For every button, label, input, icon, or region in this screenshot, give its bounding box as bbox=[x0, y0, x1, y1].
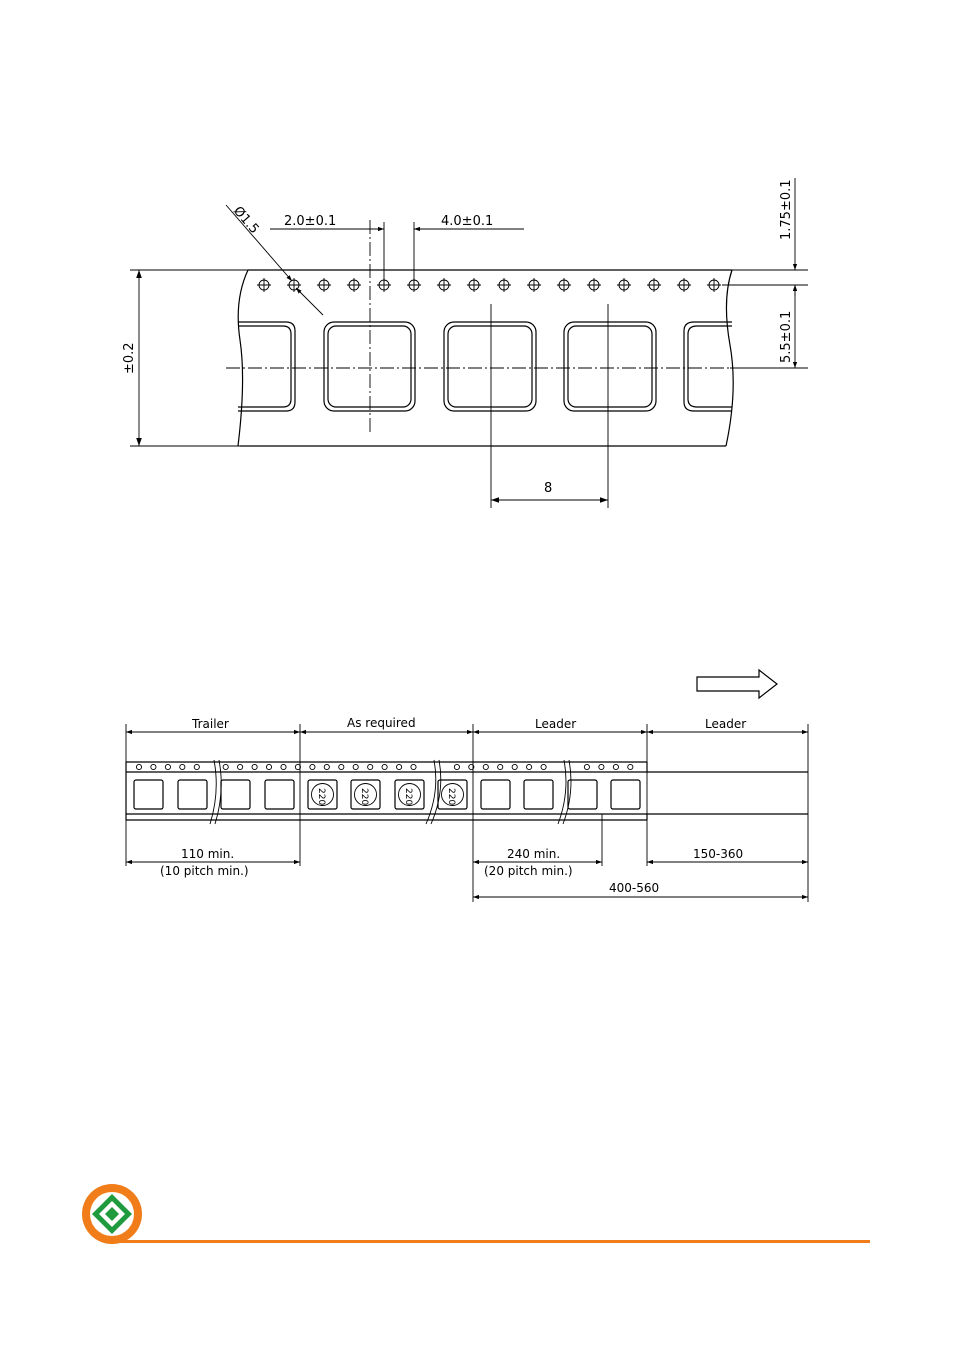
tape-sprocket-hole bbox=[266, 764, 271, 769]
tape-sprocket-hole bbox=[353, 764, 358, 769]
tape-sprocket-hole bbox=[613, 764, 618, 769]
tape-sprocket-hole bbox=[136, 764, 141, 769]
dim-edge-to-hole: 1.75±0.1 bbox=[779, 179, 794, 240]
tape-sprocket-hole bbox=[628, 764, 633, 769]
pockets bbox=[238, 322, 732, 411]
tape-sprocket-hole bbox=[223, 764, 228, 769]
tape-sprocket-hole bbox=[194, 764, 199, 769]
sprocket-hole-cross bbox=[467, 278, 481, 292]
tape-sprocket-hole bbox=[541, 764, 546, 769]
dim-hole-pitch: 4.0±0.1 bbox=[441, 214, 494, 229]
sprocket-hole-cross bbox=[347, 278, 361, 292]
tape-sprocket-hole bbox=[411, 764, 416, 769]
tape-sprocket-hole bbox=[454, 764, 459, 769]
tape-sprocket-holes bbox=[136, 764, 633, 769]
company-logo bbox=[82, 1184, 142, 1244]
footer-rule bbox=[112, 1240, 870, 1243]
tape-sprocket-hole bbox=[281, 764, 286, 769]
dim-hole-diameter: Ø1.5 bbox=[229, 203, 262, 237]
sprocket-hole-cross bbox=[587, 278, 601, 292]
tape-sprocket-hole bbox=[324, 764, 329, 769]
section-label-as-required: As required bbox=[347, 716, 416, 730]
component-marking: 220 bbox=[359, 788, 369, 806]
tape-sprocket-hole bbox=[252, 764, 257, 769]
dim-leader-length: 240 min. bbox=[507, 847, 561, 861]
tape-sprocket-hole bbox=[512, 764, 517, 769]
dim-leader-total: 400-560 bbox=[609, 881, 660, 895]
dim-leader-pitch: (20 pitch min.) bbox=[484, 864, 573, 878]
dim-tape-width-tol: ±0.2 bbox=[122, 342, 137, 374]
sprocket-hole-cross bbox=[437, 278, 451, 292]
tape-dimension-drawing bbox=[122, 178, 808, 508]
leader-trailer-drawing bbox=[126, 670, 808, 902]
sprocket-holes bbox=[257, 278, 721, 292]
tape-sprocket-hole bbox=[151, 764, 156, 769]
sprocket-hole-cross bbox=[497, 278, 511, 292]
tape-sprocket-hole bbox=[498, 764, 503, 769]
sprocket-hole-cross bbox=[677, 278, 691, 292]
sprocket-hole-cross bbox=[707, 278, 721, 292]
tape-sprocket-hole bbox=[165, 764, 170, 769]
sprocket-hole-cross bbox=[617, 278, 631, 292]
dim-pocket-pitch: 8 bbox=[544, 481, 553, 496]
section-label-trailer: Trailer bbox=[192, 717, 229, 731]
tape-sprocket-hole bbox=[339, 764, 344, 769]
dim-trailer-pitch: (10 pitch min.) bbox=[160, 864, 249, 878]
feed-direction-arrow-icon bbox=[697, 670, 777, 698]
component-marking: 220 bbox=[316, 788, 326, 806]
tape-sprocket-hole bbox=[310, 764, 315, 769]
component-marking: 220 bbox=[446, 788, 456, 806]
tape-sprocket-hole bbox=[180, 764, 185, 769]
tape-sprocket-hole bbox=[382, 764, 387, 769]
sprocket-hole-cross bbox=[527, 278, 541, 292]
sprocket-hole-cross bbox=[317, 278, 331, 292]
tape-sprocket-hole bbox=[527, 764, 532, 769]
dim-hole-to-center: 5.5±0.1 bbox=[779, 310, 794, 363]
empty-pockets bbox=[134, 780, 640, 809]
tape-sprocket-hole bbox=[483, 764, 488, 769]
section-label-leader-end: Leader bbox=[705, 717, 747, 731]
tape-sprocket-hole bbox=[397, 764, 402, 769]
tape-sprocket-hole bbox=[238, 764, 243, 769]
tape-sprocket-hole bbox=[368, 764, 373, 769]
dim-leader-end: 150-360 bbox=[693, 847, 744, 861]
component-marking: 220 bbox=[403, 788, 413, 806]
dim-trailer-length: 110 min. bbox=[181, 847, 235, 861]
tape-sprocket-hole bbox=[584, 764, 589, 769]
sprocket-hole-cross bbox=[557, 278, 571, 292]
dim-hole-to-pocket: 2.0±0.1 bbox=[284, 214, 337, 229]
section-label-leader: Leader bbox=[535, 717, 577, 731]
sprocket-hole-cross bbox=[647, 278, 661, 292]
tape-sprocket-hole bbox=[599, 764, 604, 769]
sprocket-hole-cross bbox=[257, 278, 271, 292]
sprocket-hole-cross bbox=[287, 278, 301, 292]
component-pockets bbox=[308, 780, 467, 809]
